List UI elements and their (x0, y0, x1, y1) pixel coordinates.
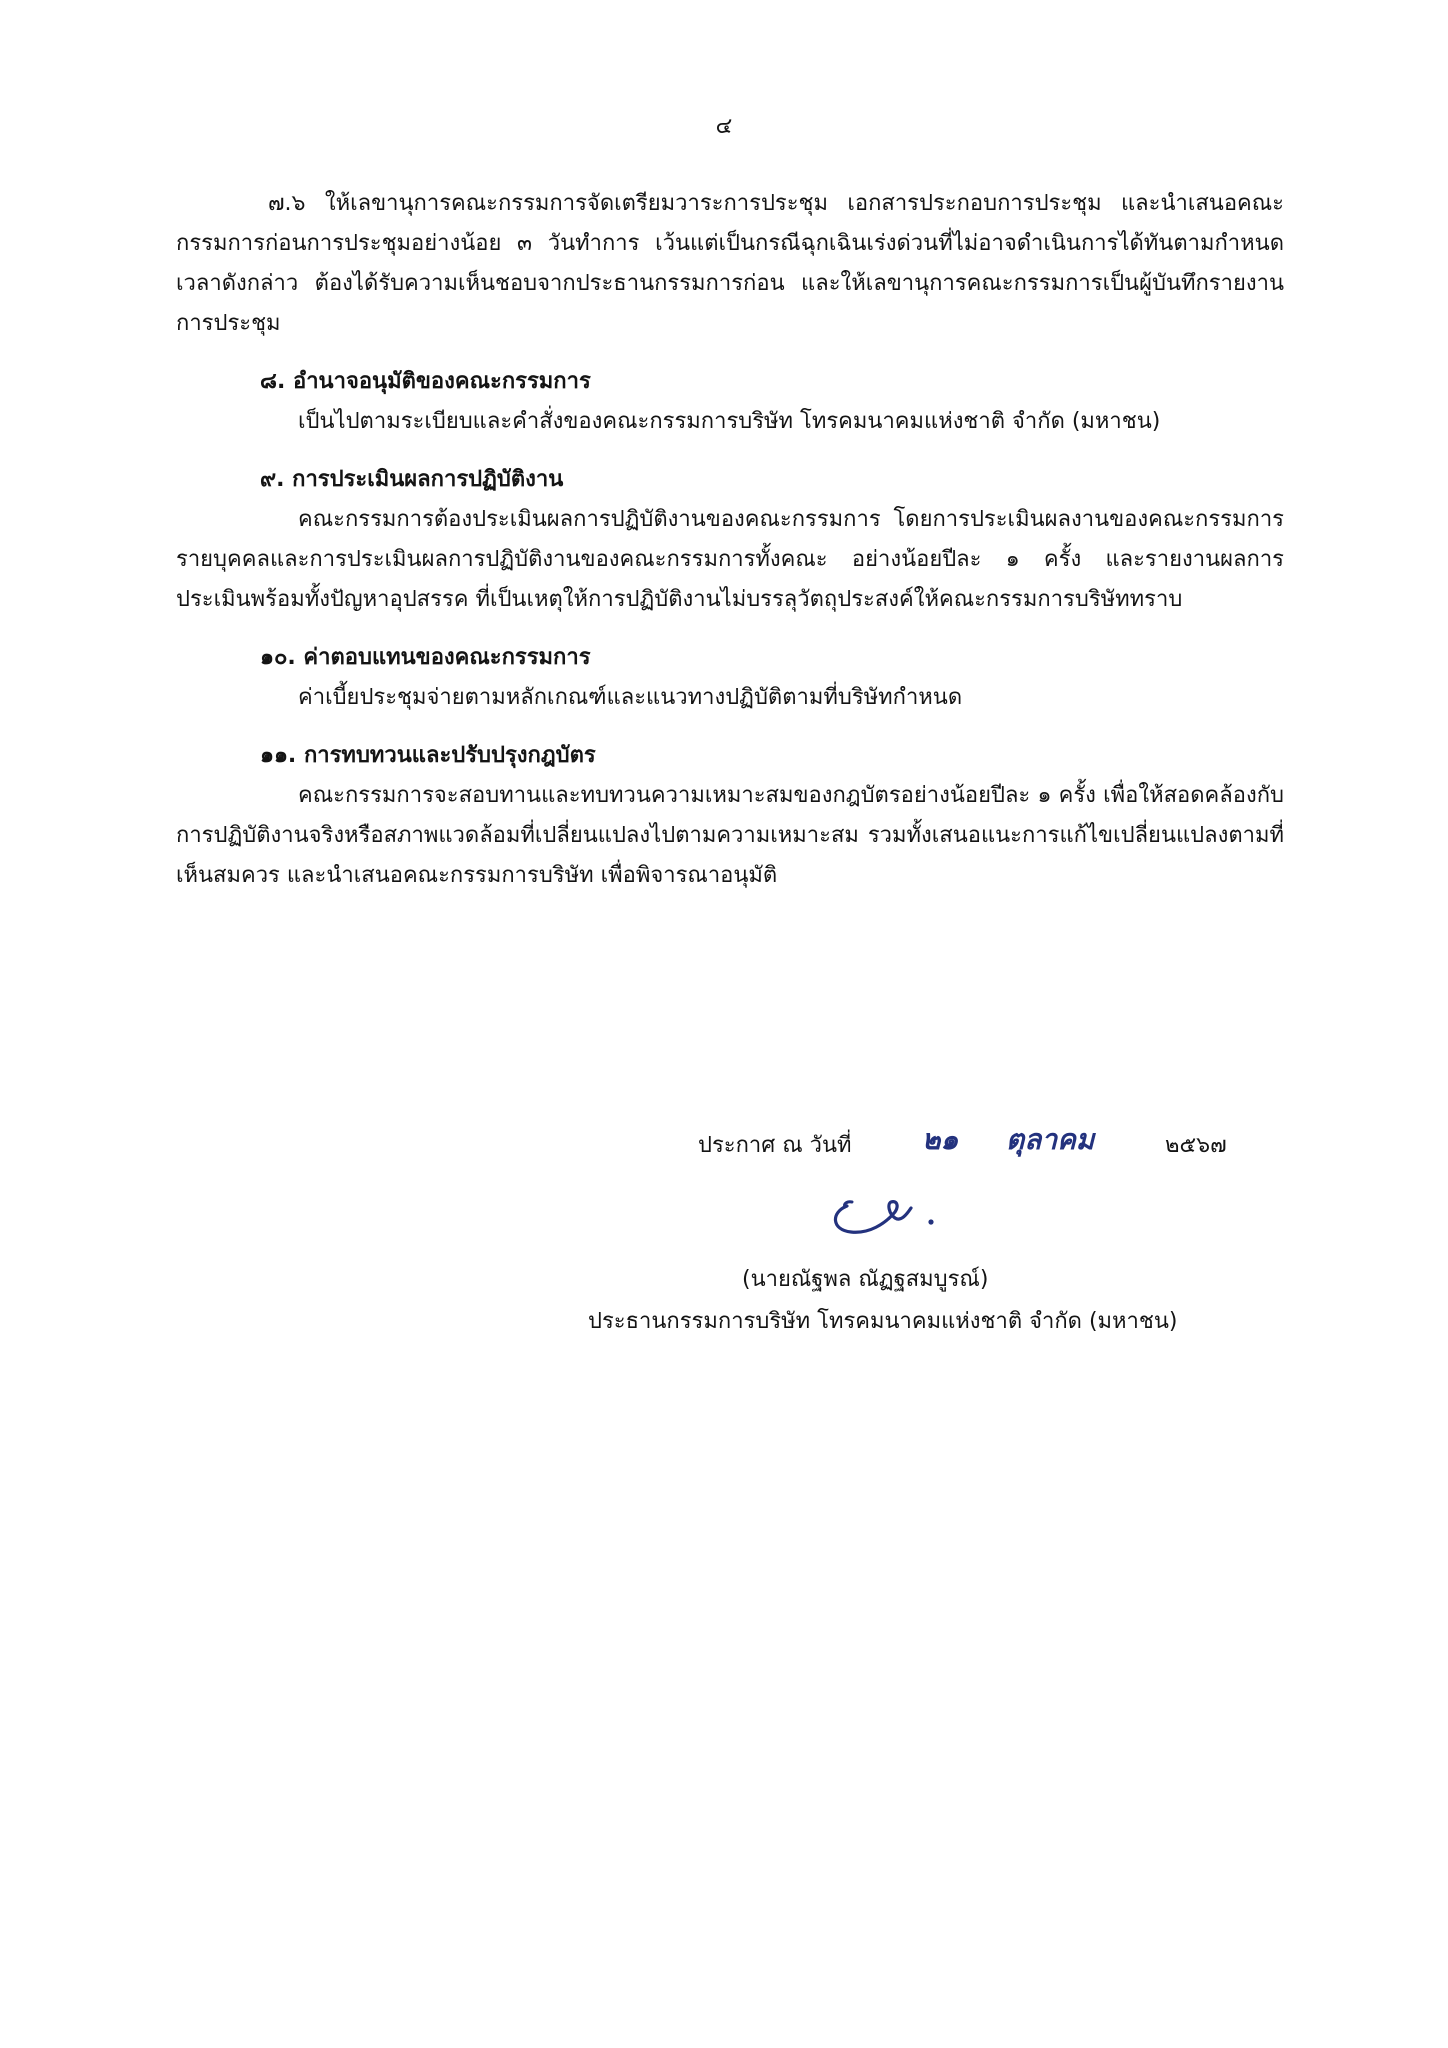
section-heading: ๙. การประเมินผลการปฏิบัติงาน (260, 467, 564, 492)
section-performance-evaluation (176, 460, 1284, 620)
section-heading: ๑๑. การทบทวนและปรับปรุงกฎบัตร (260, 743, 596, 768)
section-body: คณะกรรมการจะสอบทานและทบทวนความเหมาะสมของกฎบัตรอย่างน้อยปีละ ๑ ครั้ง เพื่อให้สอดคล้องกับการปฏิบัติงานจริงหรือสภาพแวดล้อมที่เปลี่ยนแปลงไปตามความเหมาะสม รวมทั้งเสนอแนะการแก้ไขเปลี่ยนแปลงตามที่เห็นสมควร และนำเสนอคณะกรรมการบริษัท เพื่อพิจารณาอนุมัติ (176, 783, 1284, 888)
section-body: คณะกรรมการต้องประเมินผลการปฏิบัติงานของคณะกรรมการ โดยการประเมินผลงานของคณะกรรมการรายบุคคลและการประเมินผลการปฏิบัติงานของคณะกรรมการทั้งคณะ อย่างน้อยปีละ ๑ ครั้ง และรายงานผลการประเมินพร้อมทั้งปัญหาอุปสรรค ที่เป็นเหตุให้การปฏิบัติงานไม่บรรลุวัตถุประสงค์ให้คณะกรรมการบริษัททราบ (176, 507, 1284, 612)
signature-block (560, 1122, 1300, 1334)
section-heading: ๘. อำนาจอนุมัติของคณะกรรมการ (260, 369, 591, 394)
section-remuneration (176, 638, 1284, 718)
announcement-date-line (560, 1122, 1300, 1168)
document-body (176, 184, 1284, 896)
signer-name: (นายณัฐพล ณัฏฐสมบูรณ์) (742, 1267, 989, 1292)
handwritten-month: ตุลาคม (1006, 1123, 1095, 1156)
section-approval-authority (176, 362, 1284, 442)
signer-title: ประธานกรรมการบริษัท โทรคมนาคมแห่งชาติ จำกัด (มหาชน) (588, 1309, 1178, 1334)
section-charter-review (176, 736, 1284, 896)
section-body: ค่าเบี้ยประชุมจ่ายตามหลักเกณฑ์และแนวทางปฏิบัติตามที่บริษัทกำหนด (298, 685, 963, 710)
announcement-year: ๒๕๖๗ (1165, 1133, 1227, 1158)
section-heading: ๑๐. ค่าตอบแทนของคณะกรรมการ (260, 645, 591, 670)
page-number: ๔ (715, 114, 733, 139)
announcement-label: ประกาศ ณ วันที่ (698, 1133, 852, 1158)
section-body: เป็นไปตามระเบียบและคำสั่งของคณะกรรมการบริษัท โทรคมนาคมแห่งชาติ จำกัด (มหาชน) (298, 409, 1161, 434)
handwritten-day: ๒๑ (922, 1123, 959, 1156)
intro-paragraph: ๗.๖ ให้เลขานุการคณะกรรมการจัดเตรียมวาระการประชุม เอกสารประกอบการประชุม และนำเสนอคณะกรรมการก่อนการประชุมอย่างน้อย ๓ วันทำการ เว้นแต่เป็นกรณีฉุกเฉินเร่งด่วนที่ไม่อาจดำเนินการได้ทันตามกำหนดเวลาดังกล่าว ต้องได้รับความเห็นชอบจากประธานกรรมการก่อน และให้เลขานุการคณะกรรมการเป็นผู้บันทึกรายงานการประชุม (176, 191, 1284, 336)
handwritten-signature (825, 1180, 955, 1240)
